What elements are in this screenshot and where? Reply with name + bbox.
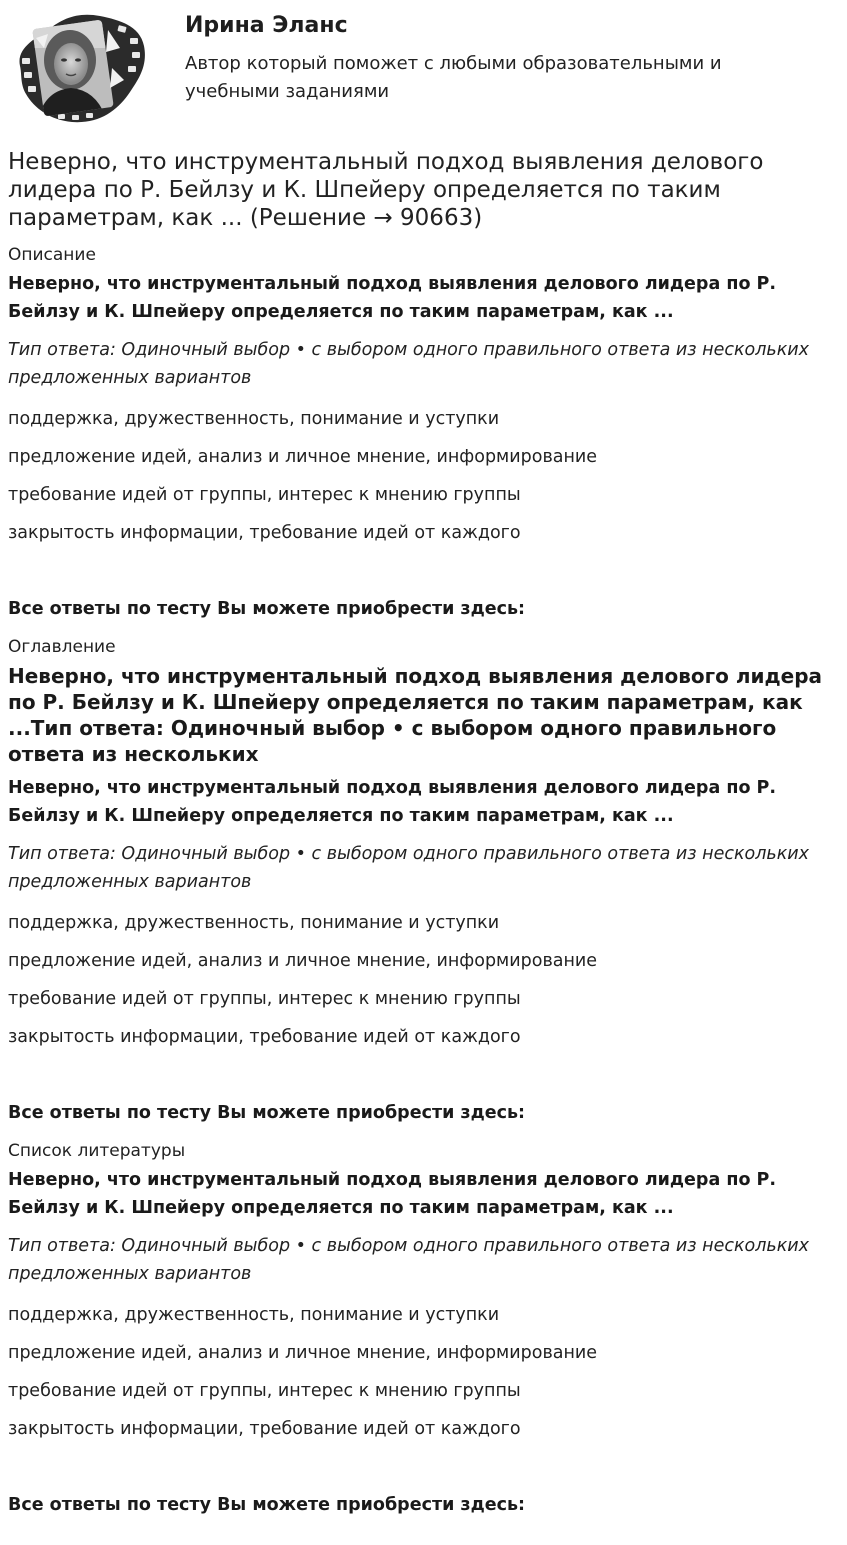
page-title: Неверно, что инструментальный подход выявления делового лидера по Р. Бейлзу и К. Шпейеру определяется по таким параметрам, как ... (Решение → 90663) — [8, 149, 764, 231]
author-name[interactable]: Ирина Эланс — [185, 13, 348, 38]
section-label: Описание — [8, 245, 96, 265]
section-label: Список литературы — [8, 1141, 186, 1161]
question-text: Неверно, что инструментальный подход выявления делового лидера по Р. Бейлзу и К. Шпейеру определяется по таким параметрам, как ... — [8, 1170, 777, 1218]
answer-option: требование идей от группы, интерес к мнению группы — [8, 485, 521, 505]
answer-option: требование идей от группы, интерес к мнению группы — [8, 989, 521, 1009]
answer-option: предложение идей, анализ и личное мнение, информирование — [8, 447, 598, 467]
main-content — [8, 148, 828, 1516]
avatar[interactable] — [8, 8, 150, 128]
answer-option: поддержка, дружественность, понимание и уступки — [8, 913, 500, 933]
answer-type: Тип ответа: Одиночный выбор • с выбором одного правильного ответа из нескольких предложенных вариантов — [8, 844, 810, 892]
author-header — [8, 8, 839, 128]
answer-option: закрытость информации, требование идей от каждого — [8, 1027, 521, 1047]
answer-option: требование идей от группы, интерес к мнению группы — [8, 1381, 521, 1401]
section-bibliography — [8, 1140, 828, 1516]
answer-type: Тип ответа: Одиночный выбор • с выбором одного правильного ответа из нескольких предложенных вариантов — [8, 1236, 810, 1284]
section-toc — [8, 636, 828, 1124]
author-description: Автор который поможет с любыми образовательными и учебными заданиями — [185, 53, 722, 102]
buy-answers-text: Все ответы по тесту Вы можете приобрести здесь: — [8, 599, 526, 619]
toc-heading: Неверно, что инструментальный подход выявления делового лидера по Р. Бейлзу и К. Шпейеру определяется по таким параметрам, как ...Тип ответа: Одиночный выбор • с выбором одного правильного ответа из нескольких — [8, 664, 823, 766]
answer-option: предложение идей, анализ и личное мнение, информирование — [8, 1343, 598, 1363]
question-text: Неверно, что инструментальный подход выявления делового лидера по Р. Бейлзу и К. Шпейеру определяется по таким параметрам, как ... — [8, 274, 777, 322]
question-text: Неверно, что инструментальный подход выявления делового лидера по Р. Бейлзу и К. Шпейеру определяется по таким параметрам, как ... — [8, 778, 777, 826]
answer-option: закрытость информации, требование идей от каждого — [8, 1419, 521, 1439]
buy-answers-text: Все ответы по тесту Вы можете приобрести здесь: — [8, 1495, 526, 1515]
answer-option: поддержка, дружественность, понимание и уступки — [8, 409, 500, 429]
answer-option: поддержка, дружественность, понимание и уступки — [8, 1305, 500, 1325]
section-label: Оглавление — [8, 637, 116, 657]
film-reel-avatar-icon — [8, 8, 150, 128]
answer-type: Тип ответа: Одиночный выбор • с выбором одного правильного ответа из нескольких предложенных вариантов — [8, 340, 810, 388]
section-description — [8, 244, 828, 620]
answer-option: предложение идей, анализ и личное мнение, информирование — [8, 951, 598, 971]
answer-option: закрытость информации, требование идей от каждого — [8, 523, 521, 543]
buy-answers-text: Все ответы по тесту Вы можете приобрести здесь: — [8, 1103, 526, 1123]
